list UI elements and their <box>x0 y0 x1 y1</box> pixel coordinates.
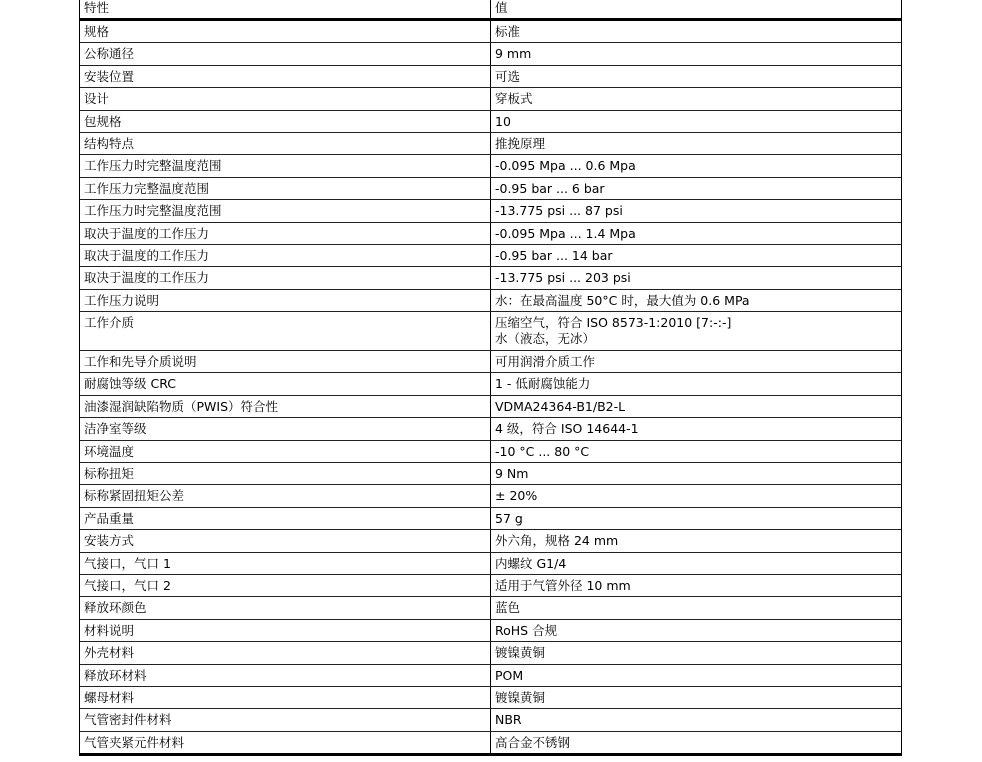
value-cell: 9 Nm <box>495 466 529 482</box>
table-row <box>80 88 901 110</box>
table-row <box>80 620 901 642</box>
table-row <box>80 351 901 373</box>
value-cell: 镀镍黄铜 <box>495 645 546 661</box>
table-row <box>80 575 901 597</box>
table-row <box>80 267 901 289</box>
table-row <box>80 665 901 687</box>
property-cell: 环境温度 <box>80 441 491 462</box>
property-cell: 取决于温度的工作压力 <box>80 267 491 288</box>
table-row <box>80 553 901 575</box>
property-cell: 洁净室等级 <box>80 418 491 439</box>
table-row <box>80 530 901 552</box>
property-cell: 工作和先导介质说明 <box>80 351 491 372</box>
table-row <box>80 155 901 177</box>
property-cell: 工作介质 <box>80 312 491 350</box>
property-cell: 包规格 <box>80 111 491 132</box>
value-cell: VDMA24364-B1/B2-L <box>495 398 626 414</box>
table-row <box>80 312 901 351</box>
table-row <box>80 178 901 200</box>
table-row <box>80 597 901 619</box>
value-cell: POM <box>495 667 524 683</box>
table-row <box>80 290 901 312</box>
property-cell: 气管夹紧元件材料 <box>80 732 491 753</box>
property-cell: 释放环颜色 <box>80 597 491 618</box>
value-cell: 4 级，符合 ISO 14644-1 <box>495 421 639 437</box>
property-cell: 取决于温度的工作压力 <box>80 223 491 244</box>
value-cell: 穿板式 <box>495 91 533 107</box>
table-row <box>80 418 901 440</box>
value-cell: 水：在最高温度 50°C 时，最大值为 0.6 MPa <box>495 292 750 308</box>
property-cell: 气管密封件材料 <box>80 709 491 730</box>
table-row <box>80 732 901 756</box>
value-cell: 外六角，规格 24 mm <box>495 533 619 549</box>
value-cell: 高合金不锈钢 <box>495 734 571 750</box>
value-cell: -0.95 bar ... 14 bar <box>495 247 613 263</box>
property-cell: 取决于温度的工作压力 <box>80 245 491 266</box>
table-row <box>80 642 901 664</box>
value-cell: 标准 <box>495 24 521 39</box>
property-cell: 结构特点 <box>80 133 491 154</box>
property-cell: 材料说明 <box>80 620 491 641</box>
value-cell <box>491 312 901 350</box>
property-cell: 安装方式 <box>80 530 491 551</box>
table-row <box>80 373 901 395</box>
value-cell: NBR <box>495 712 522 728</box>
value-cell: 10 <box>495 113 511 129</box>
value-cell: -13.775 psi ... 87 psi <box>495 203 623 219</box>
value-cell: -10 °C ... 80 °C <box>495 443 590 459</box>
table-row <box>80 396 901 418</box>
property-cell: 外壳材料 <box>80 642 491 663</box>
value-cell: 内螺纹 G1/4 <box>495 555 567 571</box>
value-line: 水（液态，无冰） <box>495 331 596 347</box>
property-cell: 工作压力时完整温度范围 <box>80 155 491 176</box>
table-row <box>80 687 901 709</box>
value-cell: 推挽原理 <box>495 135 546 151</box>
property-cell: 工作压力完整温度范围 <box>80 178 491 199</box>
table-row <box>80 111 901 133</box>
header-property: 特性 <box>80 0 491 18</box>
value-cell: 57 g <box>495 510 523 526</box>
property-cell: 设计 <box>80 88 491 109</box>
value-cell: 可选 <box>495 68 521 84</box>
property-cell: 油漆湿润缺陷物质（PWIS）符合性 <box>80 396 491 417</box>
header-value: 值 <box>495 0 508 15</box>
value-cell: 适用于气管外径 10 mm <box>495 577 631 593</box>
value-cell: -0.095 Mpa ... 0.6 Mpa <box>495 158 636 174</box>
property-cell: 公称通径 <box>80 43 491 64</box>
property-cell: 工作压力说明 <box>80 290 491 311</box>
table-header-row <box>80 0 901 21</box>
property-cell: 标称紧固扭矩公差 <box>80 485 491 506</box>
table-row <box>80 223 901 245</box>
table-row <box>80 463 901 485</box>
property-cell: 螺母材料 <box>80 687 491 708</box>
table-row <box>80 43 901 65</box>
value-cell: -13.775 psi ... 203 psi <box>495 270 631 286</box>
property-cell: 安装位置 <box>80 66 491 87</box>
value-cell: RoHS 合规 <box>495 622 558 638</box>
table-row <box>80 485 901 507</box>
table-row <box>80 709 901 731</box>
property-cell: 标称扭矩 <box>80 463 491 484</box>
property-cell: 耐腐蚀等级 CRC <box>80 373 491 394</box>
value-cell: 镀镍黄铜 <box>495 689 546 705</box>
property-cell: 释放环材料 <box>80 665 491 686</box>
spec-table <box>79 0 902 756</box>
table-row <box>80 441 901 463</box>
table-row <box>80 133 901 155</box>
table-row <box>80 245 901 267</box>
value-cell: -0.095 Mpa ... 1.4 Mpa <box>495 225 636 241</box>
value-cell: 9 mm <box>495 46 532 62</box>
value-cell: 蓝色 <box>495 600 521 616</box>
property-cell: 气接口，气口 2 <box>80 575 491 596</box>
property-cell: 规格 <box>80 21 491 42</box>
table-row <box>80 21 901 43</box>
table-row <box>80 508 901 530</box>
property-cell: 气接口，气口 1 <box>80 553 491 574</box>
property-cell: 工作压力时完整温度范围 <box>80 200 491 221</box>
value-cell: ± 20% <box>495 488 538 504</box>
value-line: 压缩空气，符合 ISO 8573-1:2010 [7:-:-] <box>495 315 732 331</box>
value-cell: -0.95 bar ... 6 bar <box>495 180 605 196</box>
property-cell: 产品重量 <box>80 508 491 529</box>
value-cell: 可用润滑介质工作 <box>495 354 596 370</box>
table-row <box>80 66 901 88</box>
value-cell: 1 - 低耐腐蚀能力 <box>495 376 591 392</box>
table-row <box>80 200 901 222</box>
